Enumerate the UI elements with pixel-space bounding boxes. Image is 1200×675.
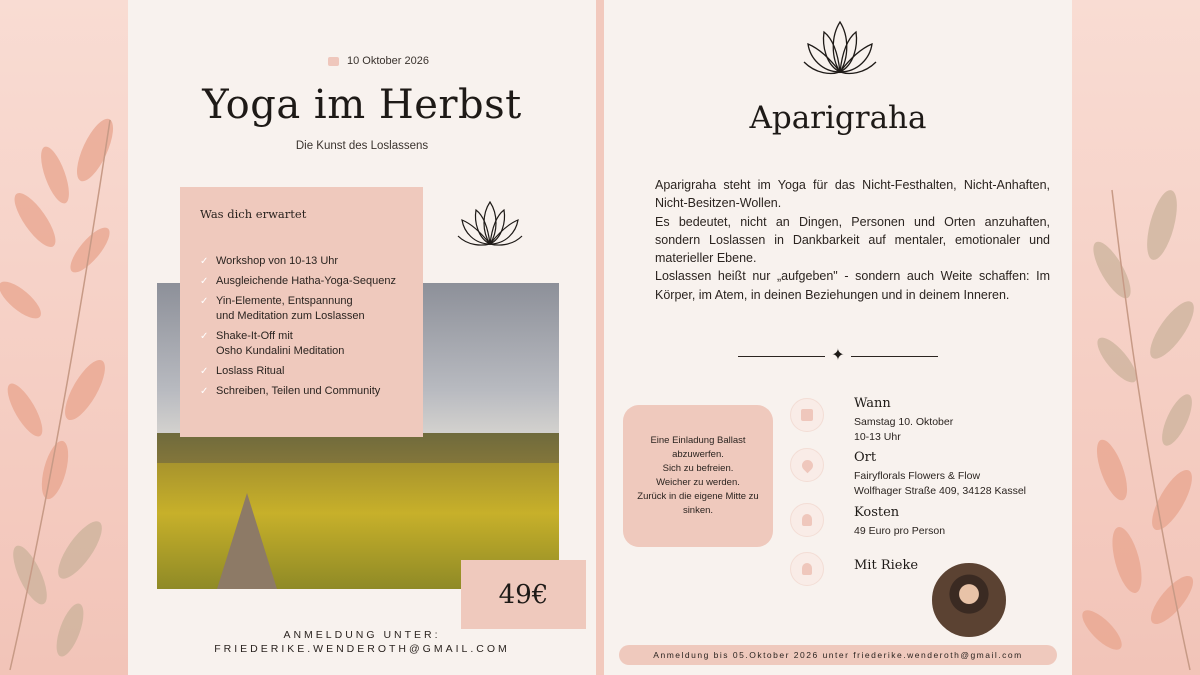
price-box xyxy=(461,560,586,629)
info-cost-label: Kosten xyxy=(854,505,900,520)
date-row xyxy=(328,55,429,67)
left-leaf-panel xyxy=(0,0,128,675)
info-where-label: Ort xyxy=(854,450,877,465)
list-item: ✓ Loslass Ritual xyxy=(200,365,285,377)
left-page xyxy=(128,0,596,675)
info-when-label: Wann xyxy=(854,396,891,411)
list-item: ✓ Shake-It-Off mit Osho Kundalini Meditation xyxy=(200,330,345,357)
registration-info xyxy=(128,628,596,656)
info-host-label: Mit Rieke xyxy=(854,558,919,573)
event-date: 10 Oktober 2026 xyxy=(347,55,429,67)
invitation-text: Eine Einladung Ballast abzuwerfen. Sich zu befreien. Weicher zu werden. Zurück in die eigene Mitte zu sinken. xyxy=(637,435,759,516)
expectations-list xyxy=(200,254,403,399)
lotus-icon xyxy=(454,198,526,250)
person-icon xyxy=(790,552,824,586)
divider-ornament xyxy=(738,345,938,367)
page-subtitle: Die Kunst des Loslassens xyxy=(295,140,429,152)
expectations-card xyxy=(180,187,423,437)
info-where: Ort Fairyflorals Flowers & Flow Wolfhager Straße 409, 34128 Kassel xyxy=(854,450,1054,499)
right-page xyxy=(604,0,1072,675)
list-item: ✓ Yin-Elemente, Entspannung und Meditation zum Loslassen xyxy=(200,295,365,322)
list-item: ✓ Schreiben, Teilen und Community xyxy=(200,385,381,397)
description-text xyxy=(655,176,1050,304)
check-icon: ✓ xyxy=(200,276,209,287)
check-icon: ✓ xyxy=(200,256,209,267)
check-icon: ✓ xyxy=(200,331,209,342)
check-icon: ✓ xyxy=(200,366,209,377)
leaves-decoration-right xyxy=(1072,0,1200,675)
list-item: ✓ Ausgleichende Hatha-Yoga-Sequenz xyxy=(200,275,397,287)
paragraph: Aparigraha steht im Yoga für das Nicht-Festhalten, Nicht-Anhaften, Nicht-Besitzen-Wollen. xyxy=(655,178,1050,211)
right-leaf-panel xyxy=(1072,0,1200,675)
pin-icon xyxy=(790,448,824,482)
registration-email[interactable]: FRIEDERIKE.WENDEROTH@GMAIL.COM xyxy=(214,643,510,655)
paragraph: Loslassen heißt nur „aufgeben" - sondern auch Weite schaffen: Im Körper, im Atem, in deinen Beziehungen und in deinem Inneren. xyxy=(655,269,1050,302)
star-icon: ✦ xyxy=(831,347,845,364)
page-title: Yoga im Herbst xyxy=(202,82,522,128)
price-label: 49€ xyxy=(498,579,549,610)
check-icon: ✓ xyxy=(200,296,209,307)
info-when: Wann Samstag 10. Oktober 10-13 Uhr xyxy=(854,396,1054,445)
avatar xyxy=(930,561,1008,639)
person-icon xyxy=(790,503,824,537)
lotus-icon xyxy=(800,18,880,80)
section-title: Aparigraha xyxy=(749,100,927,136)
paragraph: Es bedeutet, nicht an Dingen, Personen und Orten anzuhaften, sondern Loslassen in Dankbarkeit auf mentaler, emotionaler und materieller Ebene. xyxy=(655,214,1050,266)
leaves-decoration-left xyxy=(0,0,128,675)
invitation-card xyxy=(623,405,773,547)
check-icon: ✓ xyxy=(200,386,209,397)
calendar-icon xyxy=(790,398,824,432)
registration-label: ANMELDUNG UNTER: xyxy=(283,629,441,641)
list-item: ✓ Workshop von 10-13 Uhr xyxy=(200,255,339,267)
card-title: Was dich erwartet xyxy=(200,207,307,221)
registration-note xyxy=(619,645,1057,665)
info-cost: Kosten 49 Euro pro Person xyxy=(854,505,1054,539)
calendar-icon xyxy=(328,57,339,66)
registration-note-text: Anmeldung bis 05.Oktober 2026 unter friederike.wenderoth@gmail.com xyxy=(653,650,1023,660)
page-divider xyxy=(596,0,604,675)
